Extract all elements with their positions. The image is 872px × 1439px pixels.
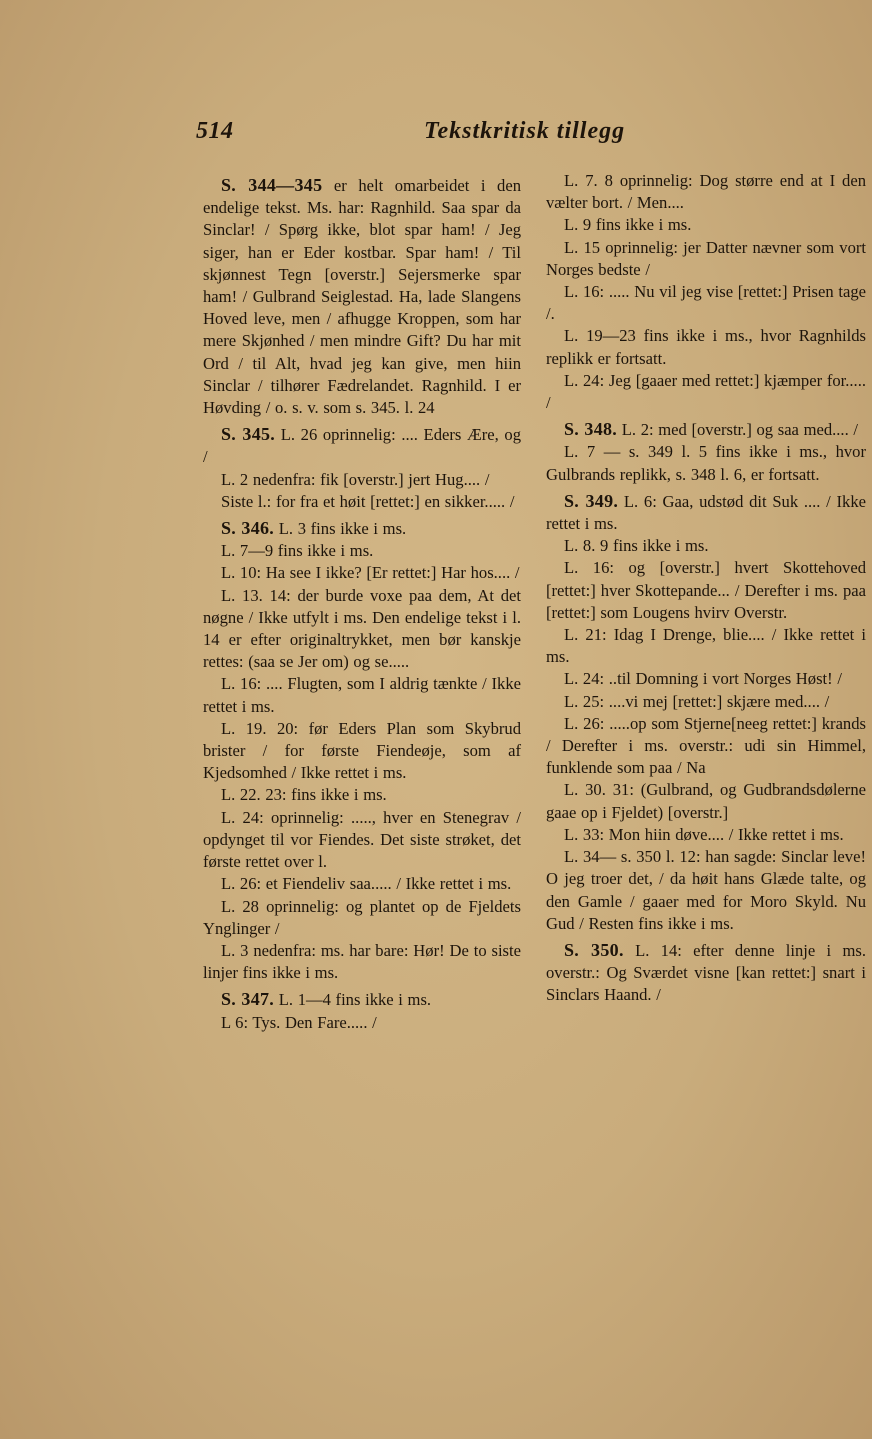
- note-text: L. 21: Idag I Drenge, blie.... / Ikke rettet i ms.: [546, 625, 866, 667]
- note-text: L. 30. 31: (Gulbrand, og Gudbrandsdølerne gaae op i Fjeldet) [overstr.]: [546, 780, 866, 822]
- note-text: L. 24: ..til Domning i vort Norges Høst! /: [564, 669, 842, 689]
- note-paragraph: [546, 779, 866, 823]
- note-paragraph: [203, 469, 521, 491]
- note-text: L. 2 nedenfra: fik [overstr.] jert Hug.... /: [221, 469, 490, 489]
- note-text: L. 3 fins ikke i ms.: [274, 519, 407, 539]
- note-paragraph: [203, 423, 521, 468]
- note-text: L. 8. 9 fins ikke i ms.: [564, 536, 709, 556]
- section-reference: S. 345.: [221, 424, 276, 445]
- note-paragraph: [203, 517, 521, 540]
- note-paragraph: [546, 170, 866, 214]
- note-text: L. 34— s. 350 l. 12: han sagde: Sinclar leve! O jeg troer det, / da høit hans Glæde talte, og den Gamle / gaaer med for Moro Skyld. Nu Gud / Resten fins ikke i ms.: [546, 847, 866, 933]
- note-text: L. 10: Ha see I ikke? [Er rettet:] Har hos.... /: [221, 563, 520, 583]
- note-text: L. 2: med [overstr.] og saa med.... /: [617, 420, 858, 440]
- running-title: Tekstkritisk tillegg: [424, 118, 626, 144]
- note-text: L. 33: Mon hiin døve.... / Ikke rettet i ms.: [564, 824, 844, 844]
- note-text: L 6: Tys. Den Fare..... /: [221, 1012, 377, 1032]
- note-text: L. 16: og [overstr.] hvert Skottehoved [rettet:] hver Skottepande... / Derefter i ms. paa [rettet:] som Lougens hvirv Overstr.: [546, 558, 866, 622]
- note-text: L. 6: Gaa, udstød dit Suk .... / Ikke rettet i ms.: [546, 491, 866, 534]
- note-paragraph: [203, 540, 521, 562]
- section-reference: S. 350.: [564, 939, 624, 960]
- note-paragraph: [546, 237, 866, 281]
- note-paragraph: [203, 718, 521, 785]
- note-paragraph: [203, 873, 521, 895]
- note-text: L. 28 oprinnelig: og plantet op de Fjeldets Ynglinger /: [203, 896, 521, 938]
- note-text: L. 3 nedenfra: ms. har bare: Hør! De to siste linjer fins ikke i ms.: [203, 940, 521, 983]
- note-text: L. 7. 8 oprinnelig: Dog større end at I den vælter bort. / Men....: [546, 171, 866, 213]
- note-paragraph: [546, 441, 866, 485]
- note-paragraph: [546, 418, 866, 441]
- note-paragraph: [546, 214, 866, 236]
- note-text: L. 15 oprinnelig: jer Datter nævner som vort Norges bedste /: [546, 237, 866, 279]
- page-number: 514: [196, 118, 234, 144]
- note-text: L. 22. 23: fins ikke i ms.: [221, 785, 387, 805]
- note-paragraph: [203, 784, 521, 806]
- note-text: L. 26 oprinnelig: .... Eders Ære, og /: [203, 425, 521, 467]
- right-column: [546, 170, 866, 1007]
- note-text: Siste l.: for fra et høit [rettet:] en sikker..... /: [221, 491, 515, 511]
- page-header: [196, 118, 646, 152]
- note-text: L. 7 — s. 349 l. 5 fins ikke i ms., hvor Gulbrands replikk, s. 348 l. 6, er fortsatt.: [546, 442, 866, 484]
- note-paragraph: [546, 557, 866, 624]
- note-paragraph: [203, 673, 521, 717]
- note-text: L. 26: .....op som Stjerne[neeg rettet:] krands / Derefter i ms. overstr.: udi sin Himmel, funklende som paa / Na: [546, 713, 866, 778]
- note-paragraph: [546, 325, 866, 369]
- note-paragraph: [203, 491, 521, 513]
- note-paragraph: [546, 668, 866, 690]
- note-text: L. 14: efter denne linje i ms. overstr.: Og Sværdet visne [kan rettet:] snart i Sinclars Haand. /: [546, 940, 866, 1005]
- note-paragraph: [546, 490, 866, 535]
- note-text: L. 13. 14: der burde voxe paa dem, At det nøgne / Ikke utfylt i ms. Den endelige tekst i l. 14 er efter originaltrykket, men bør kanskje rettes: (saa se Jer om) og se.....: [203, 585, 521, 672]
- note-text: L. 26: et Fiendeliv saa..... / Ikke rettet i ms.: [221, 874, 512, 894]
- note-paragraph: [546, 691, 866, 713]
- section-reference: S. 346.: [221, 518, 275, 539]
- note-paragraph: [203, 585, 521, 674]
- note-text: L. 7—9 fins ikke i ms.: [221, 541, 374, 561]
- note-text: L. 16: ..... Nu vil jeg vise [rettet:] Prisen tage /.: [546, 282, 866, 324]
- note-paragraph: [546, 824, 866, 846]
- note-paragraph: [546, 281, 866, 325]
- note-text: er helt omarbeidet i den endelige tekst. Ms. har: Ragnhild. Saa spar da Sinclar! / Spørg ikke, blot spar ham! / Jeg siger, han er Eder kostbar. Spar ham! / Til skjønnest Tegn [overstr.] Sejersmerke spar ham! / Gulbrand Seiglestad. Ha, lade Slangens Hoved leve, men / afhugge Kroppen, som har mere Skjønhed / men mindre Gift? Du har mit Ord / til Alt, hvad jeg kan give, men hiin Sinclar / tilhører Fædrelandet. Ragnhild. I er Høvding / o. s. v. som s. 345. l. 24: [203, 176, 521, 418]
- note-text: L. 24: oprinnelig: ....., hver en Stenegrav / opdynget til vor Fiendes. Det siste strøket, det første rettet over l.: [203, 807, 521, 872]
- note-paragraph: [546, 939, 866, 1007]
- note-paragraph: [546, 535, 866, 557]
- note-text: L. 25: ....vi mej [rettet:] skjære med.... /: [564, 691, 830, 711]
- section-reference: S. 349.: [564, 490, 619, 511]
- section-reference: S. 348.: [564, 419, 618, 440]
- note-paragraph: [203, 988, 521, 1011]
- note-paragraph: [203, 896, 521, 940]
- note-paragraph: [203, 940, 521, 984]
- note-paragraph: [546, 846, 866, 935]
- note-paragraph: [546, 624, 866, 668]
- note-text: L. 9 fins ikke i ms.: [564, 215, 692, 235]
- note-text: L. 1—4 fins ikke i ms.: [274, 990, 432, 1010]
- note-text: L. 24: Jeg [gaaer med rettet:] kjæmper for..... /: [546, 370, 866, 413]
- note-paragraph: [203, 1012, 521, 1034]
- note-text: L. 19. 20: før Eders Plan som Skybrud brister / for første Fiendeøje, som af Kjedsomhed / Ikke rettet i ms.: [203, 718, 521, 783]
- note-paragraph: [203, 562, 521, 584]
- note-text: L. 16: .... Flugten, som I aldrig tænkte / Ikke rettet i ms.: [203, 674, 521, 716]
- note-paragraph: [546, 713, 866, 780]
- section-reference: S. 344—345: [221, 175, 323, 195]
- note-paragraph: [203, 174, 521, 419]
- note-paragraph: [546, 370, 866, 414]
- section-reference: S. 347.: [221, 989, 275, 1010]
- note-text: L. 19—23 fins ikke i ms., hvor Ragnhilds replikk er fortsatt.: [546, 326, 866, 368]
- left-column: [203, 170, 521, 1034]
- note-paragraph: [203, 807, 521, 874]
